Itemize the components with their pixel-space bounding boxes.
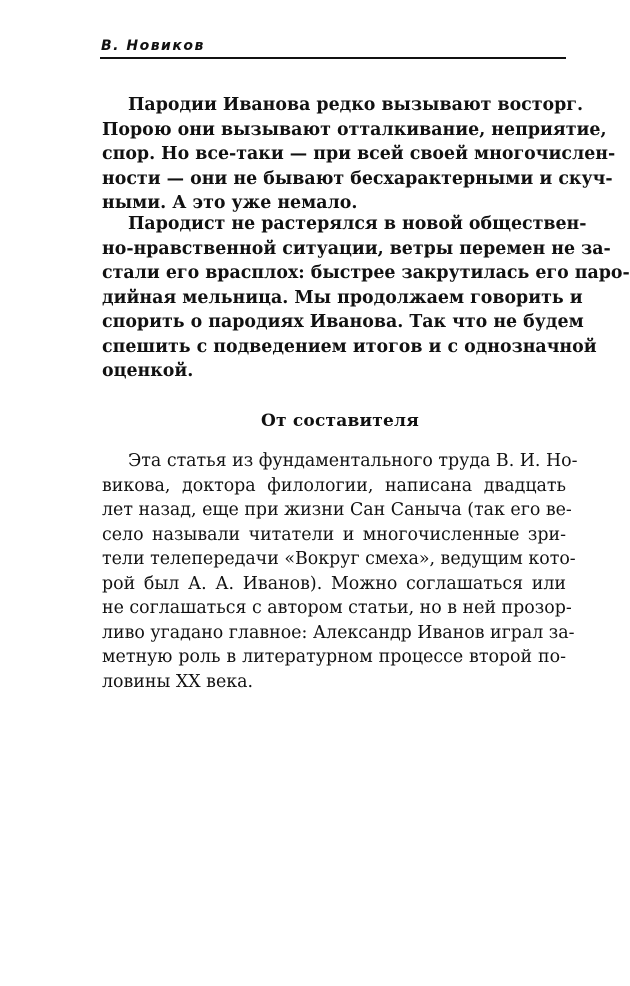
text-line: спорить о пародиях Иванова. Так что не будем xyxy=(102,312,584,332)
paragraph-1 xyxy=(102,93,616,216)
text-line: лет назад, еще при жизни Сан Саныча (так его ве- xyxy=(102,500,572,520)
text-line: викова, доктора филологии, написана двадцать xyxy=(102,475,566,496)
text-line: спешить с подведением итогов и с однозначной xyxy=(102,336,597,357)
section-title-text: От составителя xyxy=(261,411,419,431)
text-line: тели телепередачи «Вокруг смеха», ведущим кото- xyxy=(102,549,576,569)
text-line: метную роль в литературном процессе второй по- xyxy=(102,647,566,667)
text-line: Пародии Иванова редко вызывают восторг. xyxy=(128,95,584,115)
text-line: но-нравственной ситуации, ветры перемен не за- xyxy=(102,238,611,259)
running-head-author: В. Новиков xyxy=(101,38,205,54)
text-line: Эта статья из фундаментального труда В. И. Но- xyxy=(128,451,578,471)
text-line: рой был А. А. Иванов). Можно соглашаться или xyxy=(102,573,566,594)
text-line: Пародист не растерялся в новой обществен- xyxy=(128,214,587,234)
text-line: ловины XX века. xyxy=(102,671,253,692)
section-title xyxy=(0,411,600,431)
text-line: ными. А это уже немало. xyxy=(102,193,358,213)
paragraph-2 xyxy=(102,212,630,384)
text-line: не соглашаться с автором статьи, но в ней прозор- xyxy=(102,598,572,618)
text-line: ливо угадано главное: Александр Иванов играл за- xyxy=(102,622,575,643)
text-line: оценкой. xyxy=(102,361,194,381)
afterword-paragraph xyxy=(102,449,578,694)
text-line: стали его врасплох: быстрее закрутилась его паро- xyxy=(102,263,630,283)
text-line: село называли читатели и многочисленные зри- xyxy=(102,524,566,545)
text-line: Порою они вызывают отталкивание, неприятие, xyxy=(102,119,607,140)
header-rule xyxy=(100,57,566,59)
text-line: ности — они не бывают бесхарактерными и скуч- xyxy=(102,168,613,189)
text-line: дийная мельница. Мы продолжаем говорить и xyxy=(102,287,583,308)
text-line: спор. Но все-таки — при всей своей многочислен- xyxy=(102,144,616,164)
